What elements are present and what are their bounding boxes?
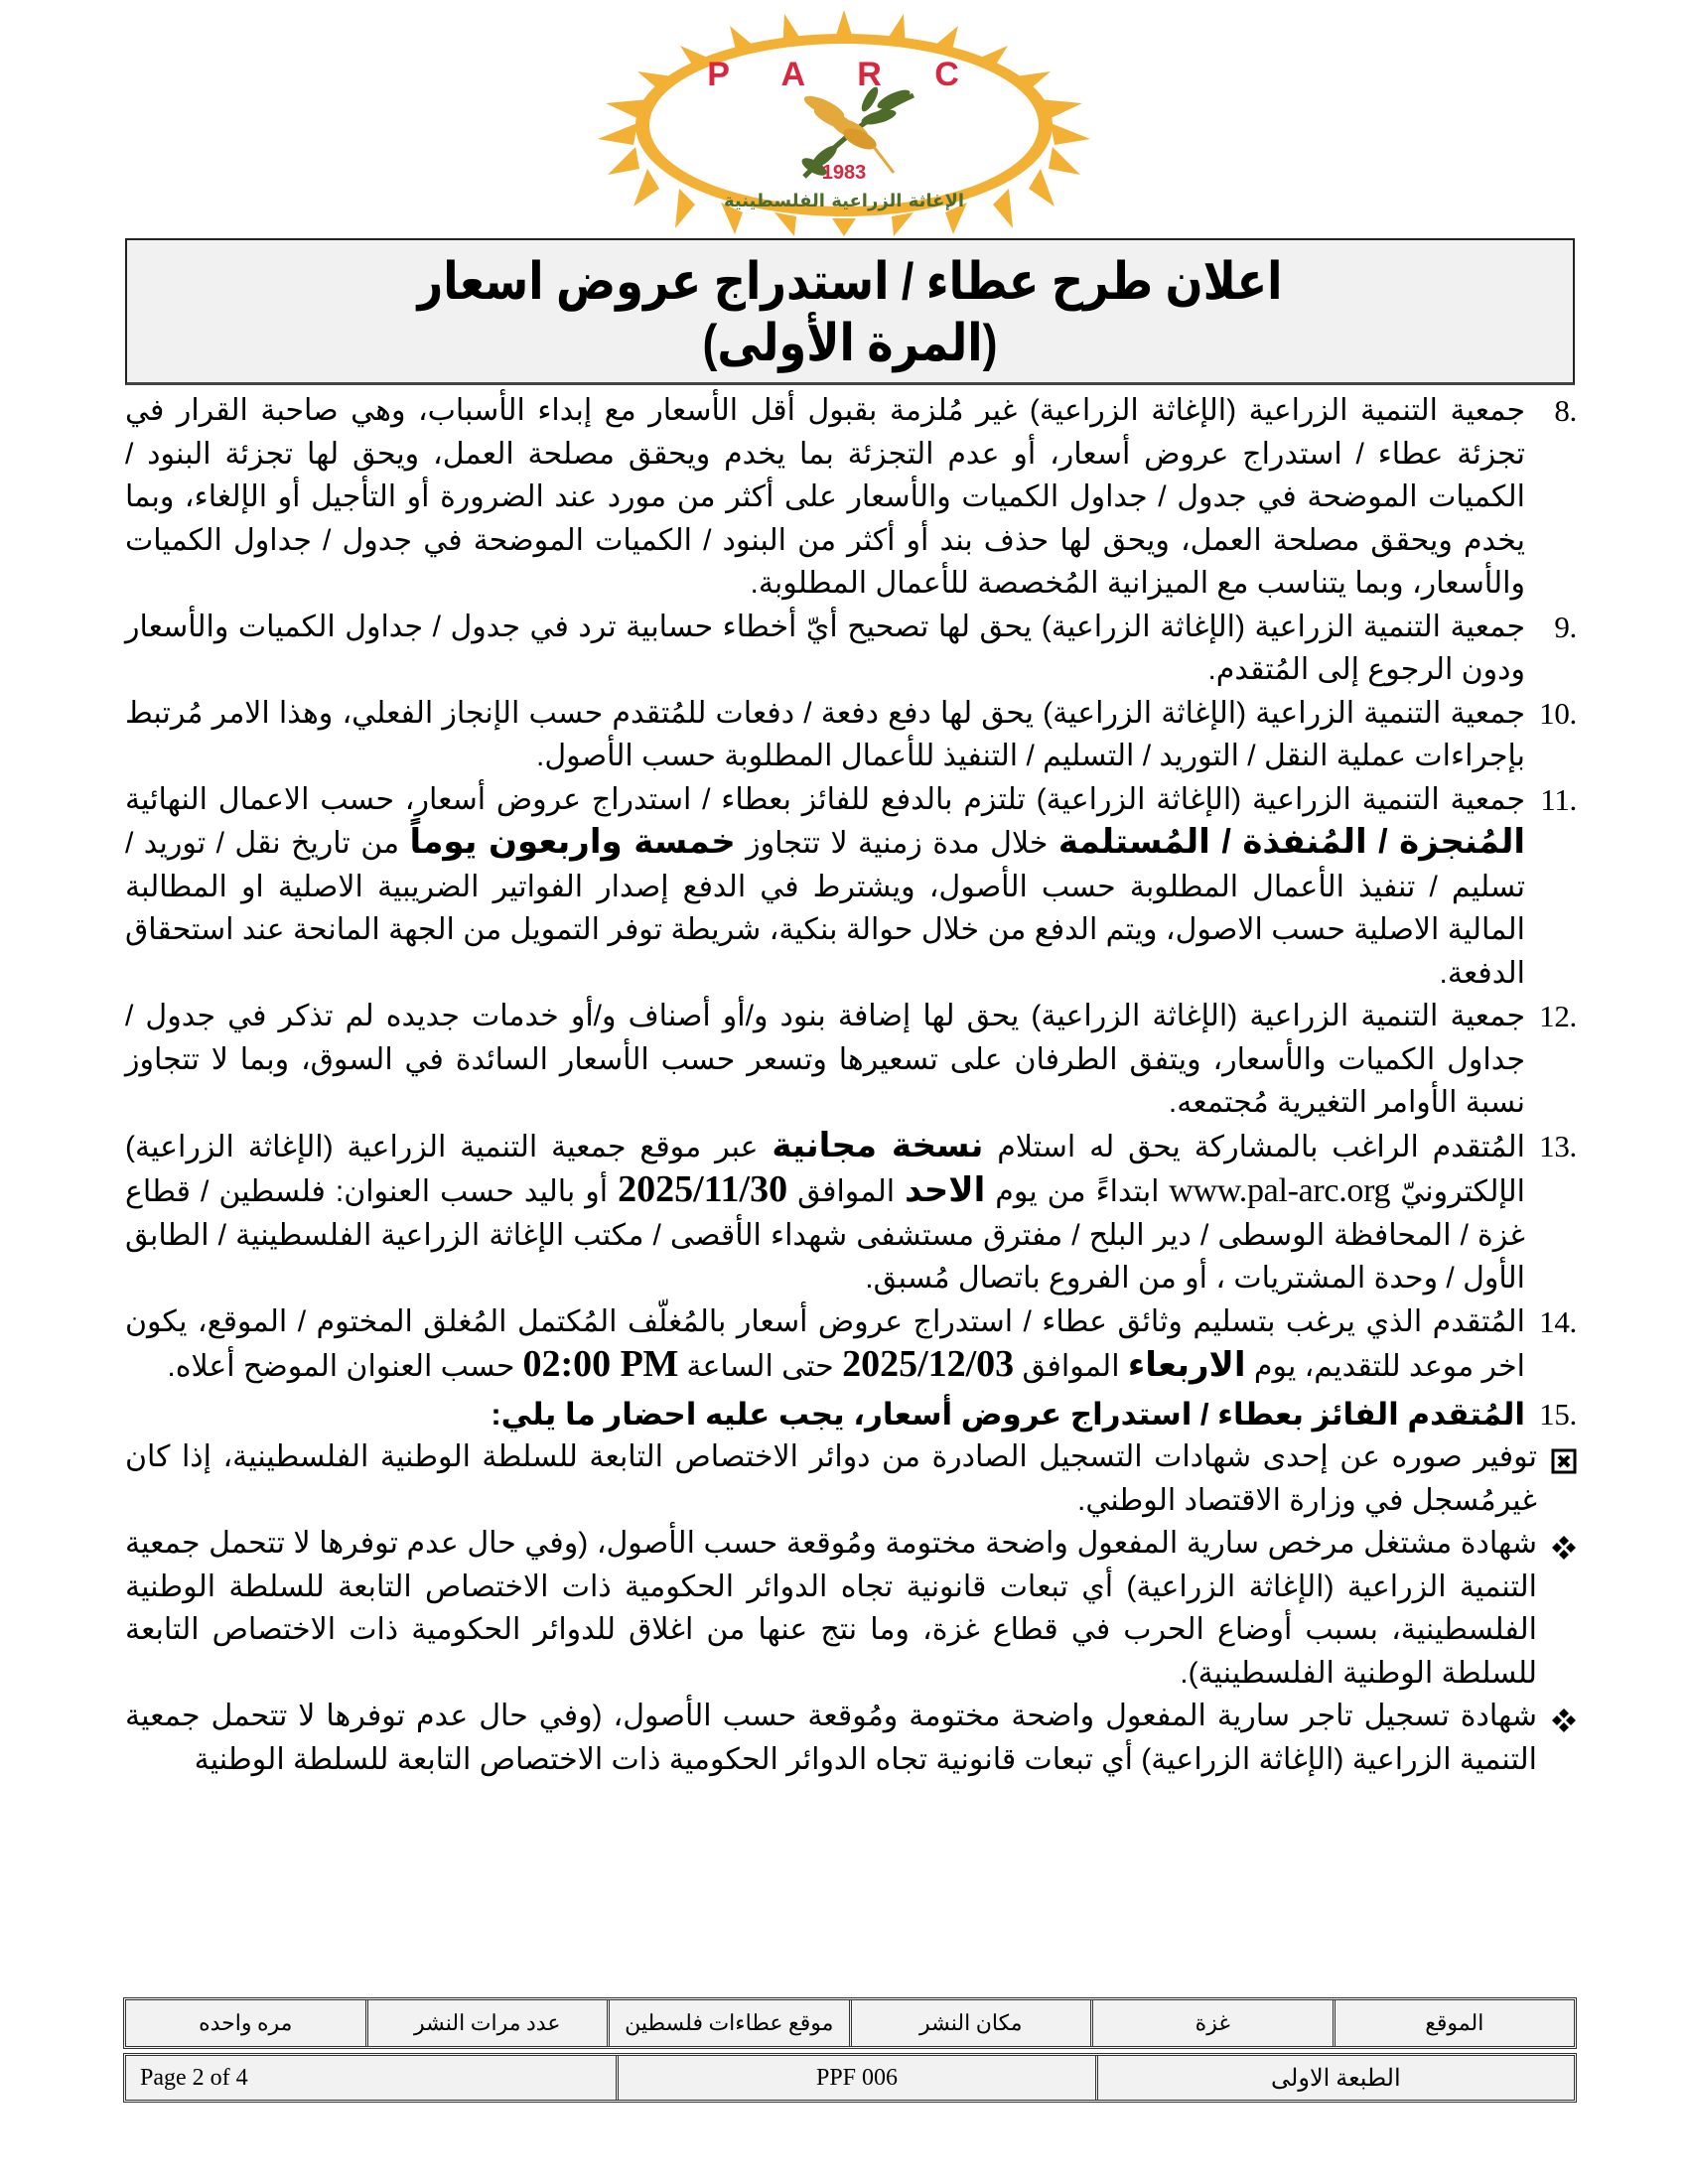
clause-8 <box>125 389 1577 606</box>
requirement-item <box>125 1695 1577 1781</box>
free-copy-emphasis: نسخة مجانية <box>772 1126 984 1164</box>
clause-text-part: المُتقدم الذي يرغب بتسليم وثائق عطاء / استدراج عروض أسعار بالمُغلّف المُكتمل المُغلق المختوم / الموقع، يكون اخر موعد للتقديم، يوم <box>125 1304 1525 1383</box>
edition-label: الطبعة الاولى <box>1095 2056 1574 2100</box>
clause-text-part: الموافق <box>787 1175 906 1208</box>
publication-cell: مره واحده <box>199 2010 293 2035</box>
publication-cell: الموقع <box>1333 2000 1575 2046</box>
logo-acronym: P A R C <box>707 56 981 93</box>
clause-number: 15. <box>1539 1396 1577 1432</box>
clause-text-part: الموافق <box>1014 1350 1128 1383</box>
clause-text-part: عبر موقع جمعية التنمية الزراعية (الإغاثة الزراعية) الإلكترونيّ <box>125 1130 1526 1208</box>
start-date: 2025/11/30 <box>618 1168 788 1210</box>
clause-number: 13. <box>1539 1128 1577 1163</box>
clause-14 <box>125 1300 1577 1389</box>
form-code: PPF 006 <box>616 2056 1094 2100</box>
parc-logo <box>596 8 1092 236</box>
deadline-date: 2025/12/03 <box>842 1343 1015 1385</box>
four-diamond-bullet-icon <box>1551 1703 1577 1728</box>
clause-13 <box>125 1125 1577 1300</box>
clause-text-part: ابتداءً من يوم <box>985 1175 1170 1208</box>
clause-text: جمعية التنمية الزراعية (الإغاثة الزراعية) غير مُلزمة بقبول أقل الأسعار مع إبداء الأسباب، وهي صاحبة القرار في تجزئة عطاء / استدراج عروض أسعار، أو عدم التجزئة بما يخدم ويحقق مصلحة العمل، ويحق لها تجزئة البنود / الكميات الموضحة في جدول / جداول الكميات والأسعار على أكثر من مورد عند الضرورة أو التأجيل أو الإلغاء، وبما يخدم ويحقق مصلحة العمل، ويحق لها حذف بند أو أكثر من البنود / الكميات الموضحة في جدول / جداول الكميات والأسعار، وبما يتناسب مع الميزانية المُخصصة للأعمال المطلوبة. <box>125 394 1525 600</box>
clause-text-part: خلال مدة زمنية لا تتجاوز <box>735 827 1058 860</box>
publication-cell: غزة <box>1090 2000 1333 2046</box>
deadline-day: الاربعاء <box>1127 1346 1246 1384</box>
requirement-text: شهادة مشتغل مرخص سارية المفعول واضحة مختومة ومُوقعة حسب الأصول، (وفي حال عدم توفرها لا تتحمل جمعية التنمية الزراعية (الإغاثة الزراعية) أي تبعات قانونية تجاه الدوائر الحكومية ذات الاختصاص التابعة للسلطة الوطنية الفلسطينية، بسبب أوضاع الحرب في قطاع غزة، وما نتج عنها من اغلاق للدوائر الحكومية ذات الاختصاص التابعة للسلطة الوطنية الفلسطينية). <box>125 1527 1537 1690</box>
clause-15 <box>125 1393 1577 1436</box>
four-diamond-bullet-icon <box>1551 1530 1577 1556</box>
page-number: Page 2 of 4 <box>140 2064 248 2091</box>
clause-text-part: المُتقدم الراغب بالمشاركة يحق له استلام <box>983 1130 1526 1163</box>
clauses-list <box>125 389 1577 1781</box>
requirement-item <box>125 1435 1577 1522</box>
announcement-title-box <box>125 238 1575 385</box>
document-info-table <box>123 2053 1577 2103</box>
clause-number: 10. <box>1539 695 1577 731</box>
publication-cell: موقع عطاءات فلسطين <box>607 2000 849 2046</box>
clause-text-part: حتى الساعة <box>678 1350 843 1383</box>
clause-9 <box>125 606 1577 692</box>
clause-text: جمعية التنمية الزراعية (الإغاثة الزراعية) يحق لها دفع دفعة / دفعات للمُتقدم حسب الإنجاز الفعلي، وهذا الامر مُرتبط بإجراءات عملية النقل / التوريد / التسليم / التنفيذ للأعمال المطلوبة حسب الأصول. <box>125 696 1525 772</box>
completed-works-emphasis: المُنجزة / المُنفذة / المُستلمة <box>1057 823 1525 861</box>
clause-text-part: من تاريخ نقل / توريد / تسليم / تنفيذ الأعمال المطلوبة حسب الأصول، ويشترط في الدفع إصدار الفواتير الضريبية الاصلية او المطالبة المالية الاصلية حسب الاصول، ويتم الدفع من خلال حوالة بنكية، شريطة توفر التمويل من الجهة المانحة عند استحقاق الدفعة. <box>125 827 1525 990</box>
requirement-text: توفير صوره عن إحدى شهادات التسجيل الصادرة من دوائر الاختصاص التابعة للسلطة الوطنية الفلسطينية، إذا كان غيرمُسجل في وزارة الاقتصاد الوطني. <box>125 1440 1537 1517</box>
clause-text <box>125 1125 1525 1300</box>
clause-text-part: جمعية التنمية الزراعية (الإغاثة الزراعية) تلتزم بالدفع للفائز بعطاء / استدراج عروض أسعار، حسب الاعمال النهائية <box>125 782 1525 816</box>
clause-11 <box>125 778 1577 996</box>
page-subtitle: (المرة الأولى) <box>702 315 998 372</box>
checkbox-x-icon <box>1551 1443 1577 1469</box>
requirement-item <box>125 1522 1577 1695</box>
logo-year: 1983 <box>821 162 867 184</box>
clause-10 <box>125 692 1577 778</box>
payment-period-emphasis: خمسة واربعون يوماً <box>409 823 736 861</box>
start-day: الاحد <box>905 1171 986 1209</box>
requirement-text: شهادة تسجيل تاجر سارية المفعول واضحة مختومة ومُوقعة حسب الأصول، (وفي حال عدم توفرها لا تتحمل جمعية التنمية الزراعية (الإغاثة الزراعية) أي تبعات قانونية تجاه الدوائر الحكومية ذات الاختصاص التابعة للسلطة الوطنية <box>125 1700 1537 1776</box>
clause-text <box>125 1300 1525 1389</box>
clause-number: 9. <box>1554 609 1577 644</box>
clause-number: 11. <box>1540 781 1577 817</box>
deadline-time: 02:00 PM <box>522 1343 679 1385</box>
clause-number: 12. <box>1539 999 1577 1033</box>
logo-org-name: الإغاثة الزراعية الفلسطينية <box>723 191 965 211</box>
website-link[interactable]: www.pal-arc.org <box>1169 1172 1391 1209</box>
clause-heading: المُتقدم الفائز بعطاء / استدراج عروض أسعار، يجب عليه احضار ما يلي: <box>491 1396 1525 1432</box>
clause-text-part: حسب العنوان الموضح أعلاه. <box>167 1350 523 1383</box>
publication-cell: مكان النشر <box>849 2000 1091 2046</box>
clause-text: جمعية التنمية الزراعية (الإغاثة الزراعية) يحق لها تصحيح أيّ أخطاء حسابية ترد في جدول / جداول الكميات والأسعار ودون الرجوع إلى المُتقدم. <box>125 610 1525 686</box>
page-title: اعلان طرح عطاء / استدراج عروض اسعار <box>417 253 1283 311</box>
publication-cell: عدد مرات النشر <box>365 2000 608 2046</box>
clause-text: جمعية التنمية الزراعية (الإغاثة الزراعية) يحق لها إضافة بنود و/أو أصناف و/أو خدمات جديده لم تذكر في جدول / جداول الكميات والأسعار، ويتفق الطرفان على تسعيرها وتسعر حسب الأسعار السائدة في السوق، وبما لا تتجاوز نسبة الأوامر التغيرية مُجتمعه. <box>125 1000 1525 1119</box>
clause-number: 8. <box>1554 393 1577 428</box>
sun-wheat-logo-icon <box>596 8 1092 236</box>
publication-info-table <box>123 1997 1577 2049</box>
clause-number: 14. <box>1539 1303 1577 1339</box>
clause-12 <box>125 995 1577 1125</box>
clause-text-part: أو باليد حسب العنوان: فلسطين / قطاع غزة / المحافظة الوسطى / دير البلح / مفترق مستشفى شهداء الأقصى / مكتب الإغاثة الزراعية الفلسطينية / الطابق الأول / وحدة المشتريات ، أو من الفروع باتصال مُسبق. <box>125 1175 1525 1295</box>
clause-text <box>125 778 1525 996</box>
